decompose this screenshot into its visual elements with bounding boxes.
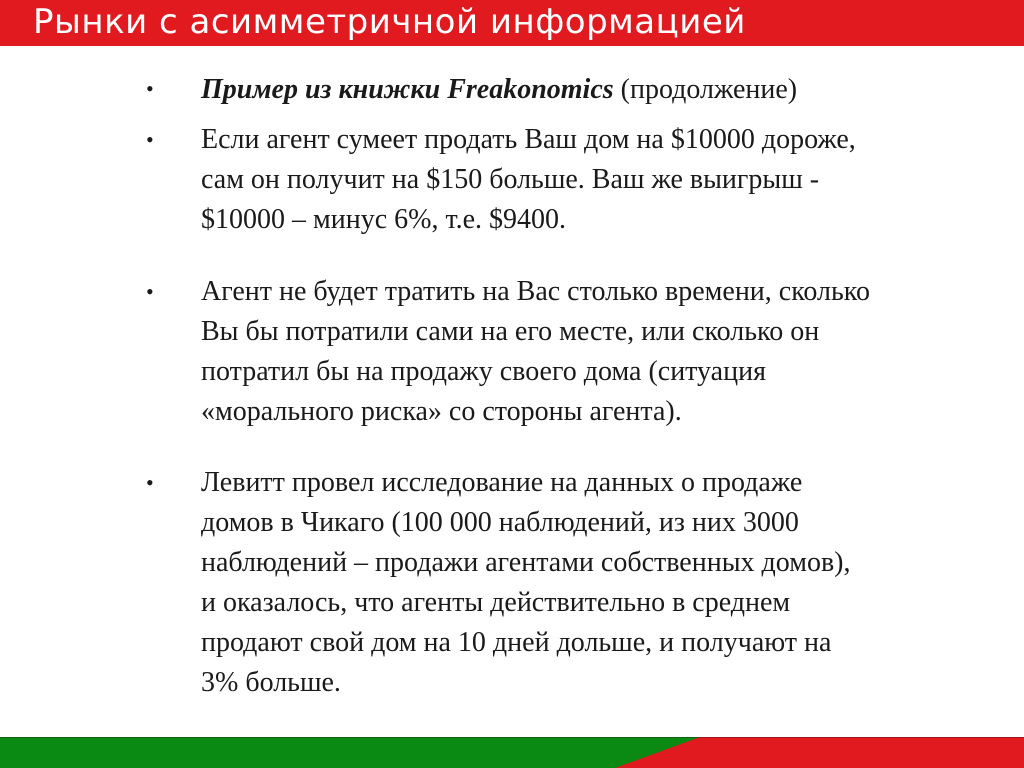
bullet-text-4 [201, 463, 1001, 703]
bullet-text-1 [201, 70, 1001, 110]
bullet-text-3 [201, 272, 1001, 432]
bullet-1-line [201, 70, 1001, 110]
bullet-4-line-4: и оказалось, что агенты действительно в среднем [201, 587, 791, 618]
footer-band [0, 737, 1024, 768]
bullet-2-line-1: Если агент сумеет продать Ваш дом на $10000 дороже, [201, 124, 856, 155]
slide-title: Рынки с асимметричной информацией [33, 2, 746, 42]
bullet-2-line-2: сам он получит на $150 больше. Ваш же выигрыш - [201, 164, 820, 195]
bullet-1-emphasis: Пример из книжки Freakonomics [201, 74, 614, 105]
bullet-3-line-1: Агент не будет тратить на Вас столько времени, сколько [201, 276, 870, 307]
bullet-marker-2: • [146, 127, 154, 152]
bullet-1-rest: (продолжение) [613, 74, 798, 105]
bullet-4-line-3: наблюдений – продажи агентами собственных домов), [201, 547, 851, 578]
bullet-marker-3: • [146, 279, 154, 304]
bullet-3-line-2: Вы бы потратили сами на его месте, или сколько он [201, 316, 820, 347]
bullet-3-line-3: потратил бы на продажу своего дома (ситуация [201, 356, 766, 387]
footer-green-band [0, 737, 700, 768]
footer-top-line [0, 737, 1024, 738]
bullet-4-line-2: домов в Чикаго (100 000 наблюдений, из них 3000 [201, 507, 799, 538]
bullet-4-line-1: Левитт провел исследование на данных о продаже [201, 467, 803, 498]
bullet-marker-4: • [146, 470, 154, 495]
bullet-2-line-3: $10000 – минус 6%, т.е. $9400. [201, 204, 566, 235]
bullet-4-line-6: 3% больше. [201, 667, 341, 698]
bullet-text-2 [201, 120, 1001, 240]
bullet-4-line-5: продают свой дом на 10 дней дольше, и получают на [201, 627, 832, 658]
bullet-3-line-4: «морального риска» со стороны агента). [201, 396, 682, 427]
footer-graphic [0, 737, 1024, 768]
bullet-marker-1: • [146, 76, 154, 101]
